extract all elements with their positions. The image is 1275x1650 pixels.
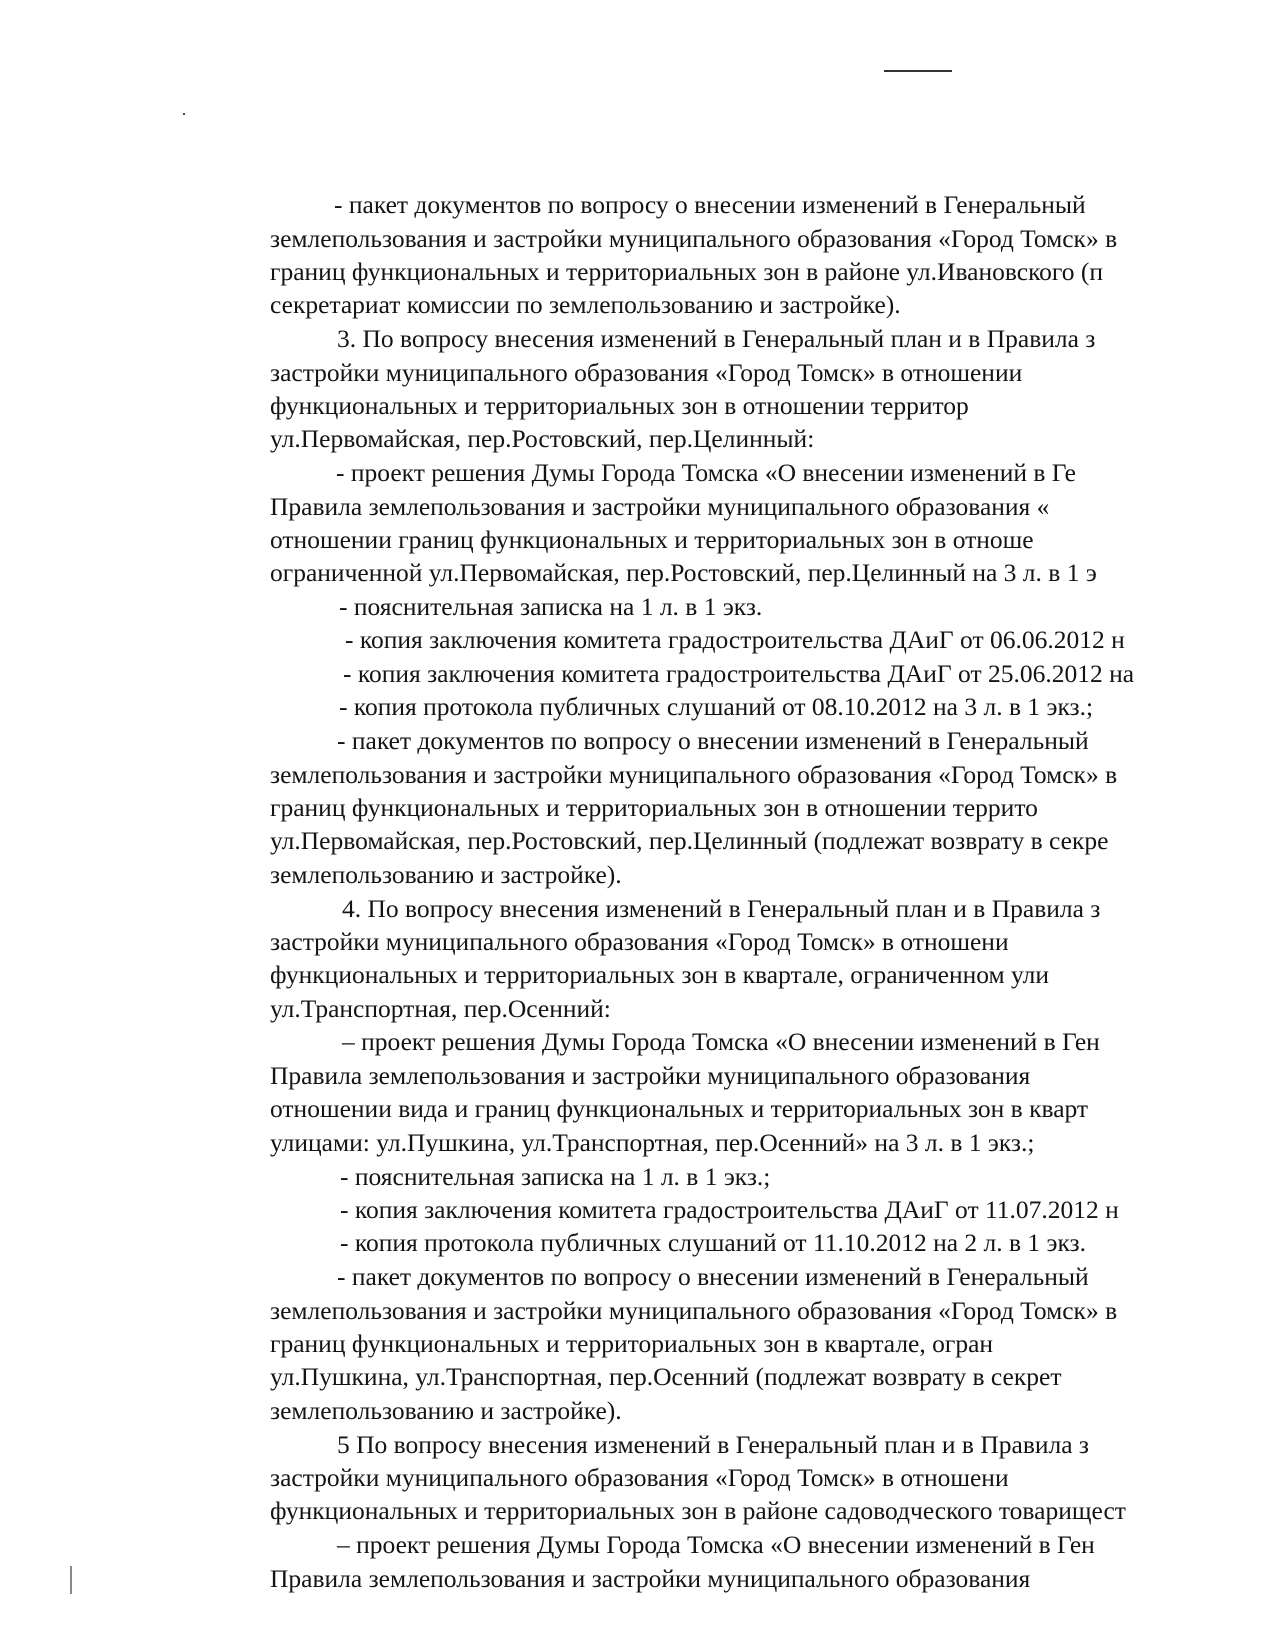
- text-line: – проект решения Думы Города Томска «О внесении изменений в Ген: [337, 1530, 1095, 1559]
- text-line: отношении границ функциональных и территориальных зон в отноше: [270, 525, 1034, 554]
- text-line: землепользования и застройки муниципального образования «Город Томск» в: [270, 1296, 1118, 1325]
- margin-mark: [70, 1566, 72, 1594]
- text-line: землепользованию и застройке).: [270, 860, 622, 889]
- text-line: ул.Пушкина, ул.Транспортная, пер.Осенний (подлежат возврату в секрет: [270, 1362, 1062, 1391]
- text-line: - копия протокола публичных слушаний от 08.10.2012 на 3 л. в 1 экз.;: [339, 692, 1094, 721]
- text-line: - пакет документов по вопросу о внесении изменений в Генеральный: [337, 726, 1089, 755]
- text-line: ограниченной ул.Первомайская, пер.Ростовский, пер.Целинный на 3 л. в 1 э: [270, 558, 1097, 587]
- text-line: ул.Транспортная, пер.Осенний:: [270, 994, 611, 1023]
- text-line: - копия заключения комитета градостроительства ДАиГ от 25.06.2012 на: [343, 659, 1135, 688]
- scan-speck: [183, 113, 185, 115]
- text-line: границ функциональных и территориальных зон в районе ул.Ивановского (п: [270, 257, 1104, 286]
- text-line: секретариат комиссии по землепользованию и застройке).: [270, 290, 901, 319]
- page-number-dash: [884, 70, 952, 72]
- text-line: - пояснительная записка на 1 л. в 1 экз.: [339, 592, 763, 621]
- text-line: - пакет документов по вопросу о внесении изменений в Генеральный: [334, 190, 1086, 219]
- text-line: застройки муниципального образования «Город Томск» в отношении: [270, 358, 1023, 387]
- text-line: функциональных и территориальных зон в отношении территор: [270, 391, 969, 420]
- text-line: ул.Первомайская, пер.Ростовский, пер.Целинный (подлежат возврату в секре: [270, 826, 1109, 855]
- text-line: - копия заключения комитета градостроительства ДАиГ от 11.07.2012 н: [340, 1195, 1119, 1224]
- text-line: 3. По вопросу внесения изменений в Генеральный план и в Правила з: [337, 324, 1096, 353]
- text-line: землепользованию и застройке).: [270, 1396, 622, 1425]
- text-line: границ функциональных и территориальных зон в квартале, огран: [270, 1329, 994, 1358]
- text-line: застройки муниципального образования «Город Томск» в отношени: [270, 1463, 1009, 1492]
- text-line: функциональных и территориальных зон в районе садоводческого товарищест: [270, 1496, 1126, 1525]
- text-line: – проект решения Думы Города Томска «О внесении изменений в Ген: [342, 1027, 1100, 1056]
- text-line: Правила землепользования и застройки муниципального образования: [270, 1061, 1031, 1090]
- text-line: функциональных и территориальных зон в квартале, ограниченном ули: [270, 960, 1050, 989]
- text-line: 4. По вопросу внесения изменений в Генеральный план и в Правила з: [342, 894, 1101, 923]
- text-line: землепользования и застройки муниципального образования «Город Томск» в: [270, 224, 1118, 253]
- text-line: Правила землепользования и застройки муниципального образования «: [270, 492, 1050, 521]
- text-line: 5 По вопросу внесения изменений в Генеральный план и в Правила з: [337, 1430, 1090, 1459]
- text-line: отношении вида и границ функциональных и территориальных зон в кварт: [270, 1094, 1089, 1123]
- text-line: - проект решения Думы Города Томска «О внесении изменений в Ге: [336, 458, 1076, 487]
- text-line: - копия протокола публичных слушаний от 11.10.2012 на 2 л. в 1 экз.: [340, 1228, 1086, 1257]
- text-line: улицами: ул.Пушкина, ул.Транспортная, пер.Осенний» на 3 л. в 1 экз.;: [270, 1128, 1035, 1157]
- text-line: - пакет документов по вопросу о внесении изменений в Генеральный: [337, 1262, 1089, 1291]
- text-line: застройки муниципального образования «Город Томск» в отношени: [270, 927, 1009, 956]
- text-line: - пояснительная записка на 1 л. в 1 экз.;: [340, 1162, 771, 1191]
- text-line: ул.Первомайская, пер.Ростовский, пер.Целинный:: [270, 424, 815, 453]
- text-line: границ функциональных и территориальных зон в отношении террито: [270, 793, 1038, 822]
- text-line: Правила землепользования и застройки муниципального образования: [270, 1564, 1031, 1593]
- text-line: - копия заключения комитета градостроительства ДАиГ от 06.06.2012 н: [345, 625, 1125, 654]
- text-line: землепользования и застройки муниципального образования «Город Томск» в: [270, 760, 1118, 789]
